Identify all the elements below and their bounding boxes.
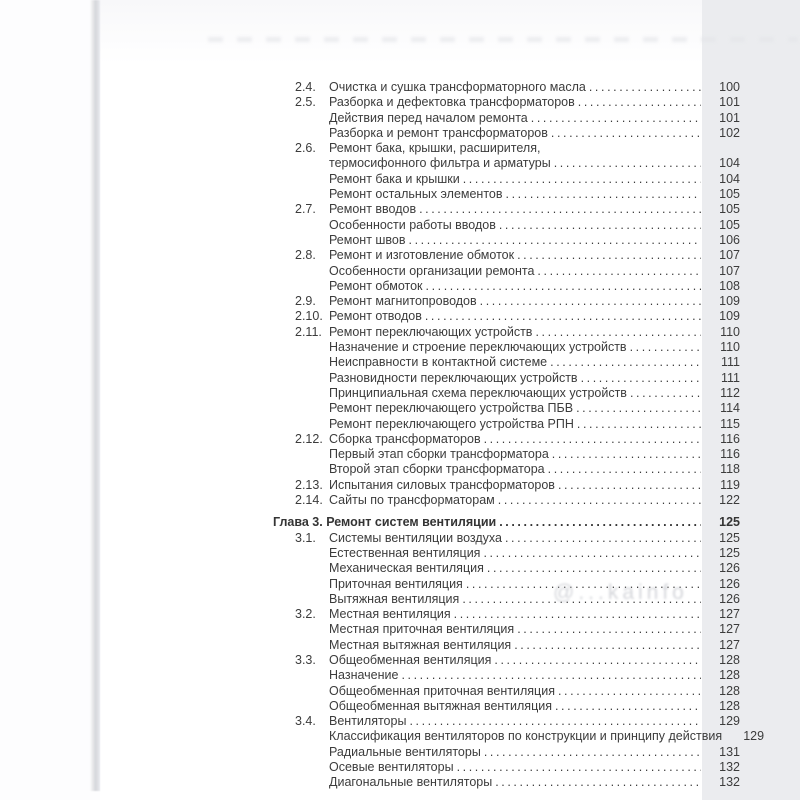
dot-leader	[550, 355, 701, 370]
dot-leader	[514, 638, 701, 653]
toc-entry	[273, 493, 740, 508]
dot-leader	[463, 172, 701, 187]
toc-entry	[273, 156, 740, 171]
toc-entry	[273, 325, 740, 340]
toc-entry-title: Ремонт переключающего устройства РПН	[329, 416, 574, 431]
toc-entry	[273, 622, 740, 637]
toc-entry-title: Осевые вентиляторы	[329, 760, 454, 775]
dot-leader	[581, 371, 701, 386]
toc-entry-title: Ремонт швов	[329, 232, 406, 247]
toc-entry-page: 110	[720, 340, 740, 355]
toc-entry-number: 3.4.	[295, 714, 316, 729]
toc-entry-page: 107	[719, 248, 740, 263]
toc-entry	[273, 462, 740, 477]
toc-entry-title: Ремонт обмоток	[329, 278, 423, 293]
toc-entry	[273, 233, 740, 248]
toc-entry-page: 131	[719, 744, 740, 759]
toc-entry-title: Ремонт вводов	[329, 202, 417, 217]
toc-entry-title: Ремонт отводов	[329, 309, 422, 324]
dot-leader	[484, 745, 701, 760]
dot-leader	[487, 561, 701, 576]
dot-leader	[578, 95, 701, 110]
toc-entry-title: Естественная вентиляция	[329, 545, 481, 560]
dot-leader	[483, 546, 701, 561]
toc-entry	[273, 684, 740, 699]
toc-entry-title: Вентиляторы	[329, 714, 407, 729]
toc-entry-page: 116	[720, 447, 740, 462]
toc-entry-page: 125	[719, 545, 740, 560]
toc-entry-title: Неисправности в контактной системе	[329, 355, 548, 370]
dot-leader	[506, 187, 701, 202]
toc-entry-page: 105	[719, 202, 740, 217]
toc-entry-page: 107	[719, 263, 740, 278]
dot-leader	[589, 80, 701, 95]
toc-entry	[273, 638, 740, 653]
table-of-contents	[273, 80, 765, 791]
dot-leader	[558, 478, 701, 493]
toc-entry-page: 132	[719, 760, 740, 775]
toc-entry	[273, 417, 740, 432]
toc-entry-page: 128	[719, 668, 740, 683]
dot-leader	[425, 309, 701, 324]
toc-entry-page: 128	[719, 683, 740, 698]
toc-entry-number: 2.12.	[295, 431, 323, 446]
dot-leader	[552, 447, 701, 462]
toc-entry	[273, 760, 740, 775]
toc-entry-page: 126	[719, 591, 740, 606]
dot-leader	[499, 515, 701, 530]
toc-entry-number: 2.8.	[295, 248, 316, 263]
toc-entry-page: 129	[743, 729, 765, 744]
dot-leader	[554, 156, 701, 171]
toc-entry-title: Ремонт бака, крышки, расширителя,	[329, 141, 541, 156]
toc-entry	[273, 515, 740, 530]
toc-entry-page: 114	[720, 401, 740, 416]
toc-entry-page: 132	[719, 775, 740, 790]
toc-entry-title: Второй этап сборки трансформатора	[329, 462, 545, 477]
toc-entry-title: Ремонт магнитопроводов	[329, 294, 477, 309]
toc-entry-number: 2.6.	[295, 141, 316, 156]
toc-entry-page: 111	[720, 370, 740, 385]
toc-entry	[273, 248, 740, 263]
dot-leader	[498, 493, 701, 508]
toc-entry-title: Глава 3. Ремонт систем вентиляции	[273, 515, 497, 530]
toc-entry	[273, 729, 765, 744]
toc-entry-page: 126	[719, 576, 740, 591]
toc-entry-title: Испытания силовых трансформаторов	[329, 477, 555, 492]
toc-entry-title: Разновидности переключающих устройств	[329, 370, 578, 385]
toc-entry	[273, 95, 740, 110]
toc-entry	[273, 447, 740, 462]
toc-entry-page: 104	[719, 156, 740, 171]
toc-entry-page: 108	[719, 278, 740, 293]
toc-entry-title: Системы вентиляции воздуха	[329, 530, 502, 545]
dot-leader	[517, 248, 701, 263]
toc-entry-title: Общеобменная вытяжная вентиляция	[329, 698, 552, 713]
toc-entry-title: термосифонного фильтра и арматуры	[329, 156, 551, 171]
toc-entry	[273, 309, 740, 324]
dot-leader	[531, 111, 701, 126]
dot-leader	[535, 325, 701, 340]
toc-entry-page: 106	[719, 232, 740, 247]
toc-entry-page: 118	[720, 462, 740, 477]
toc-entry-title: Местная вентиляция	[329, 607, 451, 622]
toc-entry-number: 2.9.	[295, 294, 316, 309]
toc-entry-title: Назначение	[329, 668, 399, 683]
toc-entry	[273, 432, 740, 447]
toc-entry	[273, 401, 740, 416]
toc-entry-page: 102	[719, 125, 740, 140]
toc-entry-page: 116	[720, 431, 740, 446]
toc-entry-number: 2.4.	[295, 80, 316, 94]
toc-entry	[273, 478, 740, 493]
dot-leader	[462, 592, 701, 607]
toc-entry-title: Действия перед началом ремонта	[329, 110, 528, 125]
dot-leader	[555, 699, 701, 714]
toc-page	[100, 0, 765, 800]
toc-entry-title: Радиальные вентиляторы	[329, 744, 481, 759]
toc-entry	[273, 218, 740, 233]
toc-entry	[273, 141, 740, 156]
toc-entry-title: Очистка и сушка трансформаторного масла	[329, 80, 586, 94]
toc-entry-page: 115	[720, 416, 740, 431]
toc-entry	[273, 775, 740, 790]
toc-entry-page: 101	[719, 110, 740, 125]
toc-entry-page: 127	[719, 622, 740, 637]
toc-entry	[273, 745, 740, 760]
toc-entry-title: Местная приточная вентиляция	[329, 622, 515, 637]
toc-entry	[273, 577, 740, 592]
toc-entry-title: Особенности работы вводов	[329, 217, 496, 232]
toc-entry-number: 2.11.	[295, 324, 322, 339]
toc-entry	[273, 294, 740, 309]
dot-leader	[409, 233, 701, 248]
toc-entry-title: Разборка и дефектовка трансформаторов	[329, 95, 575, 110]
dot-leader	[484, 432, 701, 447]
toc-entry	[273, 546, 740, 561]
toc-entry-number: 3.3.	[295, 652, 316, 667]
toc-entry-number: 2.5.	[295, 95, 316, 110]
toc-entry-title: Назначение и строение переключающих устройств	[329, 340, 627, 355]
toc-entry	[273, 111, 740, 126]
toc-entry-page: 109	[719, 309, 740, 324]
toc-entry-title: Приточная вентиляция	[329, 576, 463, 591]
dot-leader	[577, 417, 701, 432]
toc-entry-page: 104	[719, 171, 740, 186]
toc-entry-title: Первый этап сборки трансформатора	[329, 447, 549, 462]
toc-entry-title: Ремонт бака и крышки	[329, 171, 460, 186]
toc-entry	[273, 386, 740, 401]
dot-leader	[505, 531, 701, 546]
dot-leader	[630, 386, 701, 401]
toc-entry	[273, 699, 740, 714]
toc-entry-page: 128	[719, 698, 740, 713]
shop-watermark: @...kainfo	[553, 581, 688, 604]
toc-entry-title: Вытяжная вентиляция	[329, 591, 460, 606]
toc-entry	[273, 668, 740, 683]
toc-entry	[273, 714, 740, 729]
toc-entry-title: Диагональные вентиляторы	[329, 775, 493, 790]
dot-leader	[551, 126, 701, 141]
dot-leader	[401, 668, 701, 683]
toc-entry-title: Общеобменная приточная вентиляция	[329, 683, 555, 698]
toc-entry-page: 127	[719, 637, 740, 652]
toc-entry-page: 100	[719, 80, 740, 94]
toc-entry-title: Общеобменная вентиляция	[329, 652, 492, 667]
dot-leader	[548, 462, 701, 477]
dot-leader	[499, 218, 701, 233]
toc-entry-page: 109	[719, 294, 740, 309]
toc-entry-number: 2.7.	[295, 202, 316, 217]
dot-leader	[558, 684, 701, 699]
toc-entry-title: Классификация вентиляторов по конструкции и принципу действия	[329, 729, 723, 744]
page-left-edge-shadow	[90, 0, 100, 791]
dot-leader	[419, 202, 701, 217]
toc-entry	[273, 279, 740, 294]
toc-entry	[273, 653, 740, 668]
toc-entry-title: Сборка трансформаторов	[329, 431, 481, 446]
dot-leader	[454, 607, 701, 622]
toc-entry	[273, 355, 740, 370]
toc-entry-number: 3.2.	[295, 607, 316, 622]
toc-entry-page: 125	[719, 515, 740, 530]
toc-entry	[273, 531, 740, 546]
dot-leader	[517, 622, 701, 637]
toc-entry-page: 112	[720, 385, 740, 400]
toc-entry-page: 127	[719, 607, 740, 622]
toc-entry-number: 2.10.	[295, 309, 323, 324]
dot-leader	[630, 340, 701, 355]
dot-leader	[537, 264, 701, 279]
dot-leader	[426, 279, 702, 294]
dot-leader	[576, 401, 701, 416]
toc-entry	[273, 202, 740, 217]
toc-entry-title: Ремонт остальных элементов	[329, 187, 503, 202]
toc-entry-page: 101	[719, 95, 740, 110]
scan-artifact-band	[208, 37, 798, 42]
toc-entry-page: 129	[719, 714, 740, 729]
toc-entry-title: Ремонт переключающего устройства ПБВ	[329, 401, 574, 416]
toc-entry-page: 105	[719, 187, 740, 202]
toc-entry-page: 122	[719, 493, 740, 508]
toc-entry-title: Местная вытяжная вентиляция	[329, 637, 512, 652]
toc-entry-title: Сайты по трансформаторам	[329, 493, 495, 508]
dot-leader	[457, 760, 701, 775]
toc-entry	[273, 187, 740, 202]
toc-entry-page: 125	[719, 530, 740, 545]
toc-entry	[273, 172, 740, 187]
toc-entry	[273, 371, 740, 386]
toc-entry-number: 2.13.	[295, 477, 323, 492]
toc-entry-page: 105	[719, 217, 740, 232]
toc-entry	[273, 561, 740, 576]
toc-entry	[273, 126, 740, 141]
toc-entry	[273, 592, 740, 607]
toc-entry	[273, 607, 740, 622]
dot-leader	[495, 775, 701, 790]
toc-entry-title: Ремонт переключающих устройств	[329, 324, 533, 339]
dot-leader	[494, 653, 701, 668]
toc-entry-page: 110	[720, 324, 740, 339]
toc-entry-page: 119	[720, 477, 740, 492]
toc-entry	[273, 264, 740, 279]
toc-entry	[273, 80, 740, 95]
toc-entry-title: Особенности организации ремонта	[329, 263, 535, 278]
toc-entry-title: Принципиальная схема переключающих устройств	[329, 385, 627, 400]
toc-entry	[273, 340, 740, 355]
dot-leader	[466, 577, 701, 592]
toc-entry-title: Ремонт и изготовление обмоток	[329, 248, 515, 263]
dot-leader	[480, 294, 701, 309]
toc-entry-title: Механическая вентиляция	[329, 561, 484, 576]
toc-entry-number: 2.14.	[295, 493, 323, 508]
dot-leader	[409, 714, 701, 729]
toc-entry-title: Разборка и ремонт трансформаторов	[329, 125, 548, 140]
toc-entry-page: 126	[719, 561, 740, 576]
toc-entry-page: 111	[720, 355, 740, 370]
toc-entry-number: 3.1.	[295, 530, 316, 545]
toc-entry-page: 128	[719, 652, 740, 667]
